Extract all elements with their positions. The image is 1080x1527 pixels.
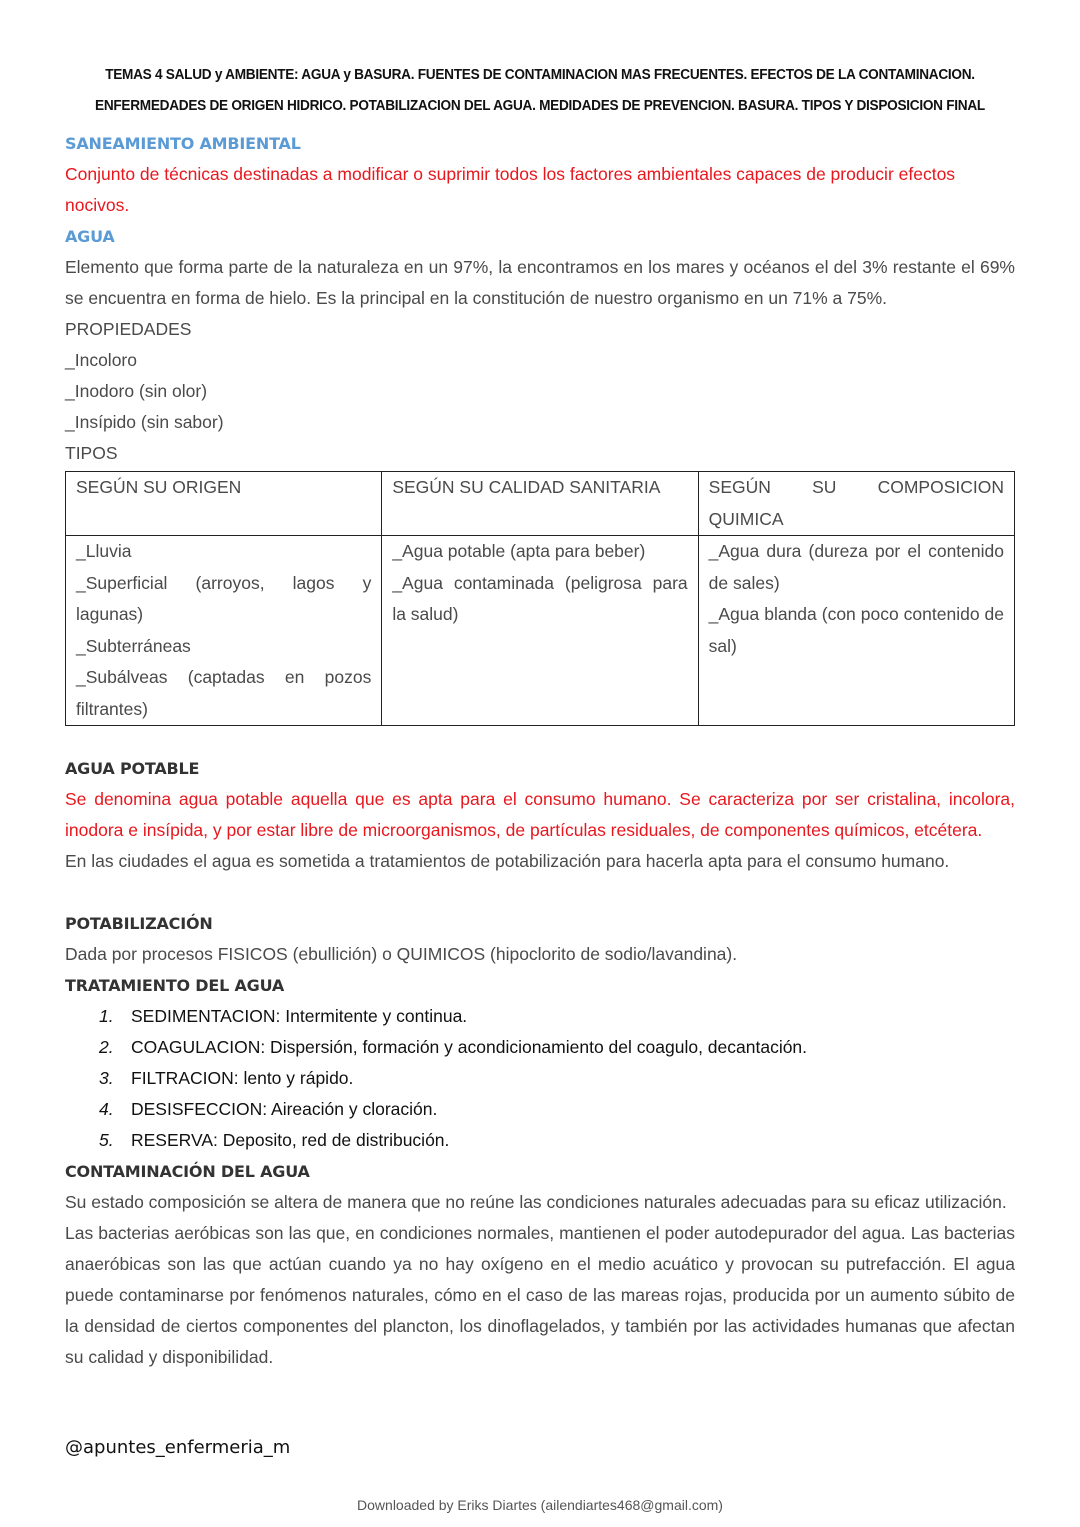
contaminacion-p2: Las bacterias aeróbicas son las que, en condiciones normales, mantienen el poder autodepurador del agua. Las bacterias anaeróbicas son las que actúan cuando ya no hay oxígeno en el medio acuático y provocan su putrefacción. El agua puede contaminarse por fenómenos naturales, cómo en el caso de las mareas rojas, producida por un aumento súbito de la densidad de ciertos componentes del plancton, los dinoflagelados, y también por las actividades humanas que afectan su calidad y disponibilidad. [65,1223,1015,1367]
header-calidad [382,472,698,536]
cell-item: _Agua potable (apta para beber) [392,541,646,561]
header-calidad-label: SEGÚN SU CALIDAD SANITARIA [392,477,661,497]
cell-item: _Superficial (arroyos, lagos y lagunas) [76,572,372,624]
step-text: COAGULACION: Dispersión, formación y acondicionamiento del coagulo, decantación. [131,1037,808,1057]
step-number: 3. [99,1068,114,1088]
step-number: 4. [99,1099,114,1119]
download-notice: Downloaded by Eriks Diartes (ailendiartes468@gmail.com) [357,1497,723,1513]
header-composicion-label: SEGÚN SU COMPOSICION QUIMICA [708,477,1004,529]
saneamiento-heading: SANEAMIENTO AMBIENTAL [65,134,301,153]
author-handle: @apuntes_enfermeria_m [65,1437,291,1458]
propiedad-item: _Inodoro (sin olor) [65,381,208,401]
step-text: DESISFECCION: Aireación y cloración. [131,1099,438,1119]
list-item [99,1032,1015,1063]
contaminacion-heading: CONTAMINACIÓN DEL AGUA [65,1162,310,1181]
document-title [65,60,1015,122]
agua-potable-text: En las ciudades el agua es sometida a tratamientos de potabilización para hacerla apta para el consumo humano. [65,851,950,871]
cell-item: _Agua contaminada (peligrosa para la salud) [392,572,688,624]
tratamiento-list [65,1001,1015,1156]
table-row [66,536,1015,726]
potabilizacion-heading: POTABILIZACIÓN [65,914,213,933]
tratamiento-heading: TRATAMIENTO DEL AGUA [65,976,285,995]
cell-composicion [698,536,1014,726]
cell-origen [66,536,382,726]
title-line-1: TEMAS 4 SALUD y AMBIENTE: AGUA y BASURA. FUENTES DE CONTAMINACION MAS FRECUENTES. EFECTOS DE LA CONTAMINACION. [105,67,975,83]
contaminacion-p1: Su estado composición se altera de manera que no reúne las condiciones naturales adecuadas para su eficaz utilización. [65,1192,1007,1212]
cell-item: _Agua dura (dureza por el contenido de sales) [708,541,1004,593]
header-origen [66,472,382,536]
cell-calidad [382,536,698,726]
title-line-2: ENFERMEDADES DE ORIGEN HIDRICO. POTABILIZACION DEL AGUA. MEDIDADES DE PREVENCION. BASURA. TIPOS Y DISPOSICION FINAL [95,98,985,114]
agua-description: Elemento que forma parte de la naturaleza en un 97%, la encontramos en los mares y océanos el del 3% restante el 69% se encuentra en forma de hielo. Es la principal en la constitución de nuestro organismo en un 71% a 75%. [65,257,1015,308]
cell-item: _Agua blanda (con poco contenido de sal) [708,604,1004,656]
agua-heading: AGUA [65,227,115,246]
list-item [99,1125,1015,1156]
step-text: RESERVA: Deposito, red de distribución. [131,1130,450,1150]
cell-item: _Lluvia [76,541,132,561]
cell-item: _Subterráneas [76,635,191,656]
step-number: 1. [99,1006,114,1026]
header-composicion [698,472,1014,536]
tipos-label: TIPOS [65,443,118,463]
step-number: 5. [99,1130,114,1150]
agua-potable-heading: AGUA POTABLE [65,759,200,778]
propiedad-item: _Incoloro [65,350,137,370]
table-header-row [66,472,1015,536]
step-text: FILTRACION: lento y rápido. [131,1068,354,1088]
list-item [99,1001,1015,1032]
list-item [99,1094,1015,1125]
list-item [99,1063,1015,1094]
document-page [65,60,1015,1373]
tipos-table [65,471,1015,726]
saneamiento-definition: Conjunto de técnicas destinadas a modificar o suprimir todos los factores ambientales capaces de producir efectos nocivos. [65,164,956,215]
potabilizacion-text: Dada por procesos FISICOS (ebullición) o QUIMICOS (hipoclorito de sodio/lavandina). [65,944,738,964]
propiedad-item: _Insípido (sin sabor) [65,412,224,432]
agua-potable-definition: Se denomina agua potable aquella que es apta para el consumo humano. Se caracteriza por ser cristalina, incolora, inodora e insípida, y por estar libre de microorganismos, de partículas residuales, de componentes químicos, etcétera. [65,789,1015,840]
propiedades-label: PROPIEDADES [65,319,192,339]
step-text: SEDIMENTACION: Intermitente y continua. [131,1006,468,1026]
header-origen-label: SEGÚN SU ORIGEN [76,477,242,497]
cell-item: _Subálveas (captadas en pozos filtrantes) [76,667,372,719]
step-number: 2. [99,1037,114,1057]
